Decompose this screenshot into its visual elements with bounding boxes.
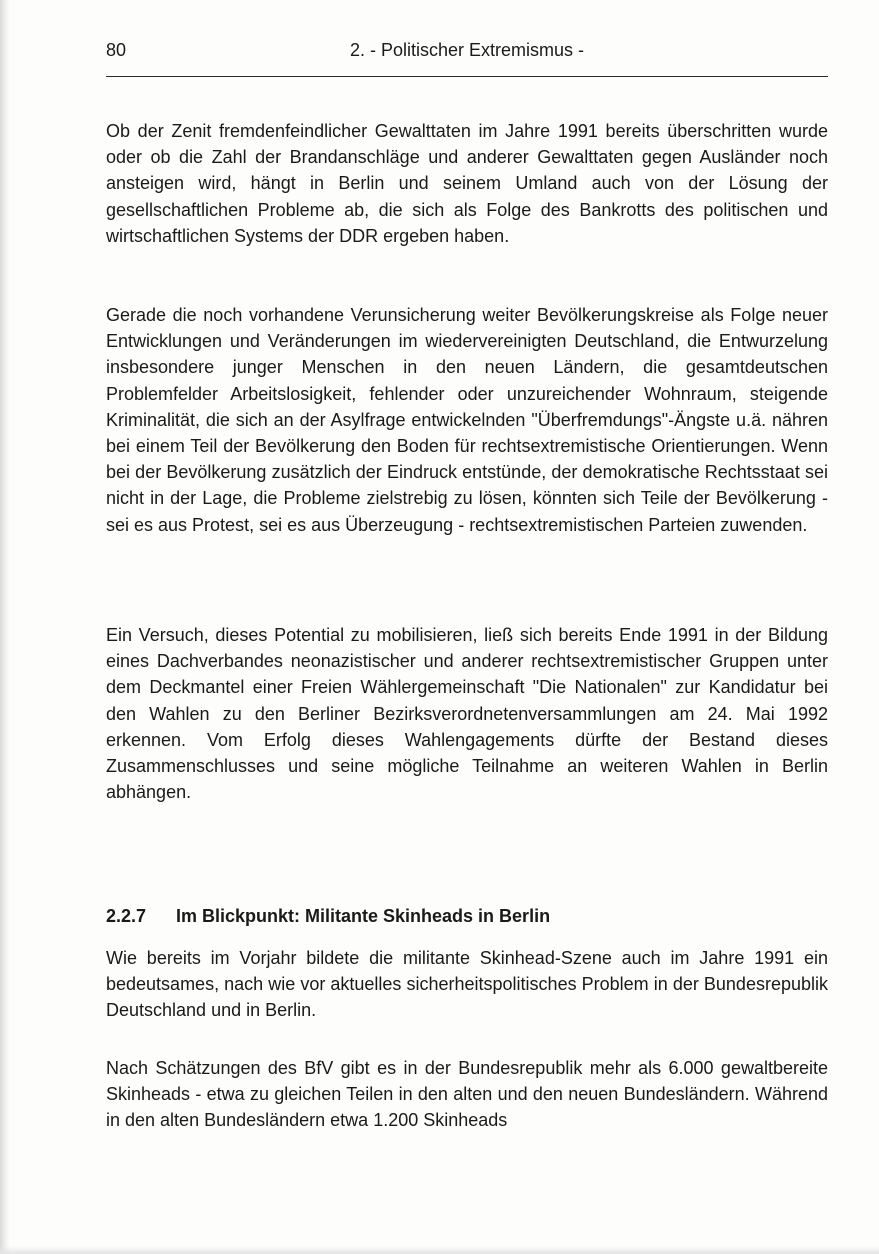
section-paragraph-2: Nach Schätzungen des BfV gibt es in der Bundesrepublik mehr als 6.000 gewaltbereite Skinheads - etwa zu gleichen Teilen in den alten und den neuen Bundesländern. Während in den alten Bundesländern etwa 1.200 Skinheads (106, 1058, 828, 1131)
paragraph-3: Ein Versuch, dieses Potential zu mobilisieren, ließ sich bereits Ende 1991 in der Bildung eines Dachverbandes neonazistischer und anderer rechtsextremistischer Gruppen unter dem Deckmantel einer Freien Wählergemeinschaft "Die Nationalen" zur Kandidatur bei den Wahlen zu den Berliner Bezirksverordnetenversammlungen am 24. Mai 1992 erkennen. Vom Erfolg dieses Wahlengagements dürfte der Bestand dieses Zusammenschlusses und seine mögliche Teilnahme an weiteren Wahlen in Berlin abhängen. (106, 625, 828, 803)
header-rule (106, 76, 828, 77)
section-paragraph-1: Wie bereits im Vorjahr bildete die militante Skinhead-Szene auch im Jahre 1991 ein bedeutsames, nach wie vor aktuelles sicherheitspolitisches Problem in der Bundesrepublik Deutschland und in Berlin. (106, 948, 828, 1021)
running-header (106, 38, 828, 62)
page-number: 80 (106, 40, 127, 60)
running-title: 2. - Politischer Extremismus - (349, 40, 585, 60)
section-number: 2.2.7 (106, 906, 147, 926)
paragraph-1: Ob der Zenit fremdenfeindlicher Gewalttaten im Jahre 1991 bereits überschritten wurde oder ob die Zahl der Brandanschläge und anderer Gewalttaten gegen Ausländer noch ansteigen wird, hängt in Berlin und seinem Umland auch von der Lösung der gesellschaftlichen Probleme ab, die sich als Folge des Bankrotts des politischen und wirtschaftlichen Systems der DDR ergeben haben. (106, 121, 828, 246)
paragraph-2: Gerade die noch vorhandene Verunsicherung weiter Bevölkerungskreise als Folge neuer Entwicklungen und Veränderungen im wiedervereinigten Deutschland, die Entwurzelung insbesondere junger Menschen in den neuen Ländern, die gesamtdeutschen Problemfelder Arbeitslosigkeit, fehlender oder unzureichender Wohnraum, steigende Kriminalität, die sich an der Asylfrage entwickelnden "Überfremdungs"-Ängste u.ä. nähren bei einem Teil der Bevölkerung den Boden für rechtsextremistische Orientierungen. Wenn bei der Bevölkerung zusätzlich der Eindruck entstünde, der demokratische Rechtsstaat sei nicht in der Lage, die Probleme zielstrebig zu lösen, könnten sich Teile der Bevölkerung - sei es aus Protest, sei es aus Überzeugung - rechtsextremistischen Parteien zuwenden. (106, 305, 828, 535)
section-heading (106, 904, 828, 928)
section-title: Im Blickpunkt: Militante Skinheads in Berlin (176, 906, 551, 926)
